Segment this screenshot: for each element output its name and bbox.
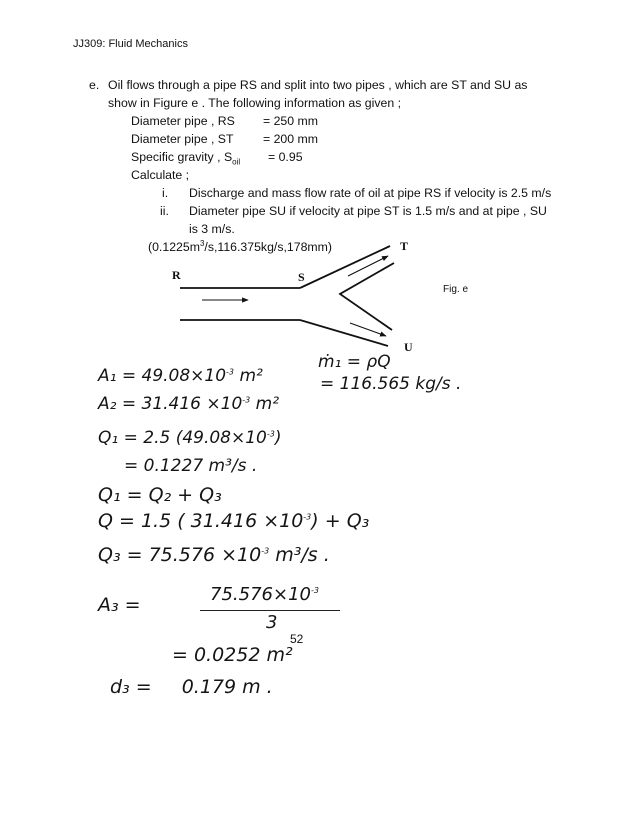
hw-q3-lhs: Q₃ = [98,544,143,566]
label-r: R [172,268,181,282]
hw-a2-lhs: A₂ = [98,394,137,414]
hw-q-sum: Q₁ = Q₂ + Q₃ [98,484,222,506]
pipe-st-outer-wall [300,246,390,288]
hw-q1-result: = 0.1227 m³/s . [124,456,258,476]
hw-a3-fraction-bar [200,610,340,611]
pipe-figure [160,238,460,363]
hw-a1-rhs: 49.08×10 [141,366,227,386]
hw-q-sub-lhs: Q = [98,510,135,532]
page-header: JJ309: Fluid Mechanics [73,38,188,50]
label-s: S [298,270,305,284]
figure-caption: Fig. e [443,284,469,295]
hw-a2-exp: -3 [242,395,251,405]
hw-a3-numerator [210,584,319,605]
hw-a3-den: 3 [266,612,278,633]
flow-arrow-st [348,256,388,276]
given-specific-gravity-value: = 0.95 [268,150,303,164]
question-marker: e. [89,78,100,92]
given-specific-gravity-label [131,148,240,166]
label-t: T [400,239,409,253]
question-intro-line1: Oil flows through a pipe RS and split into two pipes , which are ST and SU as [108,78,528,92]
hw-a3-result: = 0.0252 m² [172,644,293,666]
part-i-number: i. [162,186,169,200]
part-ii-text: Diameter pipe SU if velocity at pipe ST is 1.5 m/s and at pipe , SU [189,204,547,218]
part-ii-number: ii. [160,204,169,218]
sg-label-main: Specific gravity , S [131,150,233,164]
answer-rest: /s,116.375kg/s,178mm) [204,240,332,254]
hw-d-lhs: d₃ = [110,676,152,698]
calculate-label: Calculate ; [131,168,190,182]
hw-q-sub-tail: + Q₃ [324,510,370,532]
hw-d-rhs: 0.179 m . [181,676,273,698]
given-diameter-rs-value: = 250 mm [263,114,319,128]
hw-a3-num: 75.576×10 [210,584,311,605]
hw-a1-lhs: A₁ = [98,366,137,386]
hw-m1-lhs: ṁ₁ = ρQ [318,352,391,372]
hw-page-note: 52 [290,632,304,646]
hw-q-sub-close: ) [311,510,319,532]
hw-q1-exp: -3 [266,429,275,439]
hw-q3-rhs: 75.576 ×10 [148,544,262,566]
part-i-text: Discharge and mass flow rate of oil at pipe RS if velocity is 2.5 m/s [189,186,552,200]
hw-a1 [98,366,263,386]
hw-q3 [98,544,330,566]
hw-d [110,676,273,698]
question-intro-line2: show in Figure e . The following information as given ; [108,96,401,110]
hw-q-sub [98,510,369,532]
hw-q1-lhs: Q₁ = [98,428,138,448]
given-diameter-st-value: = 200 mm [263,132,319,146]
pipe-su-outer-wall [300,320,388,346]
flow-arrow-su [350,323,386,336]
hw-m1-rhs: = 116.565 kg/s . [320,374,462,394]
given-diameter-st-label: Diameter pipe , ST [131,132,234,146]
hw-a3-lhs: A₃ = [98,594,141,616]
hw-q1 [98,428,282,448]
answer-sup: 3 [199,238,205,248]
part-ii-text-cont: is 3 m/s. [189,222,235,236]
hw-q-sub-rhs: 1.5 ( 31.416 ×10 [140,510,304,532]
hw-a1-unit: m² [239,366,263,386]
answer-open: (0.1225m [148,240,200,254]
hw-q3-unit: m³/s . [275,544,330,566]
given-diameter-rs-label: Diameter pipe , RS [131,114,235,128]
pipe-junction-inner-wall [340,263,394,330]
hw-a3-exp: -3 [310,586,319,595]
hw-a2-unit: m² [255,394,280,414]
hw-a2-rhs: 31.416 ×10 [141,394,243,414]
hw-q-sub-exp: -3 [303,512,312,522]
hw-q1-rhs: 2.5 (49.08×10 [143,428,267,448]
hw-q3-exp: -3 [261,546,270,556]
label-u: U [404,340,413,354]
hw-a2 [98,394,279,414]
sg-label-sub: oil [232,157,241,167]
hw-q1-close: ) [274,428,282,448]
hw-a1-exp: -3 [226,367,235,377]
